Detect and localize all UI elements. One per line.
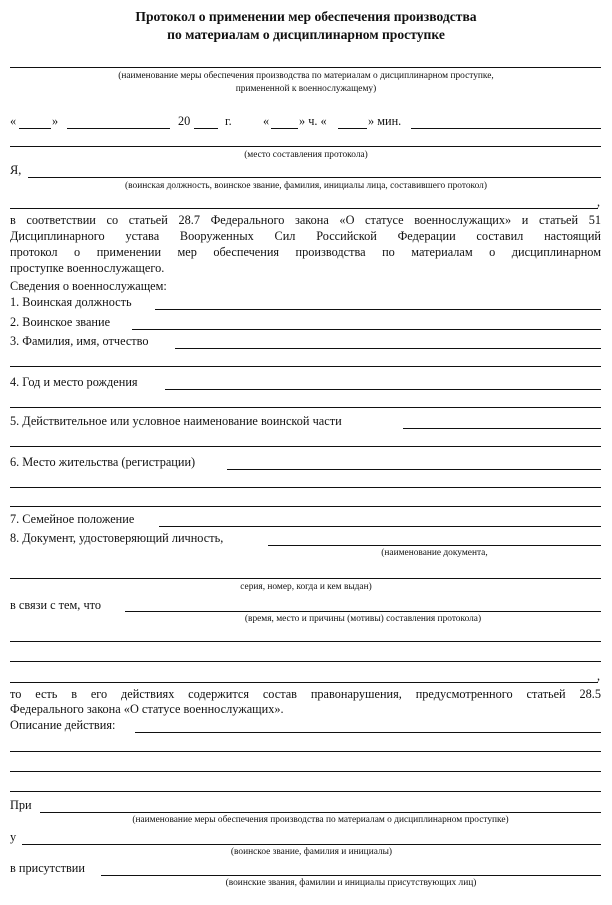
field-rank-label: 2. Воинское звание <box>10 315 111 329</box>
presence-label: в присутствии <box>10 861 85 875</box>
place-line[interactable] <box>10 146 601 147</box>
pri-label: При <box>10 798 32 812</box>
field-unit-label: 5. Действительное или условное наименование воинской части <box>10 414 342 428</box>
field-family-label: 7. Семейное положение <box>10 512 135 526</box>
field-birth-label: 4. Год и место рождения <box>10 375 138 389</box>
year-field[interactable] <box>194 128 218 129</box>
field-fullname-label: 3. Фамилия, имя, отчество <box>10 334 149 348</box>
description-line-2[interactable] <box>10 751 601 752</box>
description-label: Описание действия: <box>10 718 116 732</box>
day-quote-open: « <box>10 114 17 128</box>
ya-label: Я, <box>10 163 22 177</box>
author-caption: (воинская должность, воинское звание, фамилия, инициалы лица, составившего протокол) <box>125 181 487 191</box>
measure-caption-1: (наименование меры обеспечения производства по материалам о дисциплинарном проступке, <box>118 71 494 81</box>
year-prefix: 20 <box>178 114 191 128</box>
reason-input[interactable] <box>125 611 601 612</box>
author-field[interactable] <box>28 177 601 178</box>
description-input[interactable] <box>135 732 601 733</box>
field-residence-line-3[interactable] <box>10 506 601 507</box>
place-caption: (место составления протокола) <box>244 150 368 160</box>
measure-name-line[interactable] <box>10 67 601 68</box>
reason-line-3[interactable] <box>10 661 601 662</box>
document-subtitle: по материалам о дисциплинарном проступке <box>167 27 445 42</box>
field-fullname-line-2[interactable] <box>10 366 601 367</box>
author-line-2[interactable] <box>10 208 598 209</box>
reason-line-4[interactable] <box>10 682 598 683</box>
pri-caption: (наименование меры обеспечения производства по материалам о дисциплинарном проступке) <box>132 815 509 825</box>
field-fullname-input[interactable] <box>175 348 601 349</box>
reason-line-2[interactable] <box>10 641 601 642</box>
field-position-label: 1. Воинская должность <box>10 295 132 309</box>
u-label: у <box>10 830 17 844</box>
field-position-input[interactable] <box>155 309 601 310</box>
document-title: Протокол о применении мер обеспечения производства <box>135 9 477 24</box>
info-header: Сведения о военнослужащем: <box>10 279 167 293</box>
field-document-input[interactable] <box>268 545 601 546</box>
field-unit-line-2[interactable] <box>10 446 601 447</box>
day-field[interactable] <box>19 128 51 129</box>
year-suffix: г. <box>225 114 232 128</box>
u-caption: (воинское звание, фамилия и инициалы) <box>230 847 393 857</box>
u-input[interactable] <box>22 844 601 845</box>
minutes-field[interactable] <box>338 128 367 129</box>
hours-label: » ч. « <box>299 114 327 128</box>
offense-line-1: то есть в его действиях содержится состав правонарушения, предусмотренного статьей 28.5 <box>10 687 601 701</box>
field-rank-input[interactable] <box>132 329 601 330</box>
field-birth-line-2[interactable] <box>10 407 601 408</box>
month-field[interactable] <box>67 128 170 129</box>
field-family-input[interactable] <box>159 526 601 527</box>
field-birth-input[interactable] <box>165 389 601 390</box>
presence-input[interactable] <box>101 875 601 876</box>
place-field[interactable] <box>411 128 601 129</box>
minutes-label: » мин. <box>368 114 402 128</box>
offense-line-2: Федерального закона «О статусе военнослужащих». <box>10 702 284 716</box>
author-comma: , <box>597 195 601 209</box>
field-document-label: 8. Документ, удостоверяющий личность, <box>10 531 224 545</box>
intro-line-1: в соответствии со статьей 28.7 Федерального закона «О статусе военнослужащих» и статьей 51 <box>10 213 601 227</box>
field-unit-input[interactable] <box>403 428 601 429</box>
reason-caption: (время, место и причины (мотивы) составления протокола) <box>244 614 482 624</box>
field-residence-line-2[interactable] <box>10 487 601 488</box>
hours-field[interactable] <box>271 128 298 129</box>
field-residence-input[interactable] <box>227 469 601 470</box>
reason-label: в связи с тем, что <box>10 598 101 612</box>
intro-line-3: протокол о применении мер обеспечения производства по материалам о дисциплинарном <box>10 245 601 259</box>
hours-quote-open: « <box>263 114 270 128</box>
presence-caption: (воинские звания, фамилии и инициалы присутствующих лиц) <box>225 878 477 888</box>
day-quote-close: » <box>52 114 59 128</box>
field-document-line-2[interactable] <box>10 578 601 579</box>
measure-caption-2: примененной к военнослужащему) <box>235 84 377 94</box>
reason-comma: , <box>597 669 601 683</box>
document-caption-2: серия, номер, когда и кем выдан) <box>240 582 372 592</box>
field-residence-label: 6. Место жительства (регистрации) <box>10 455 196 469</box>
description-line-3[interactable] <box>10 771 601 772</box>
intro-line-2: Дисциплинарного устава Вооруженных Сил Российской Федерации составил настоящий <box>10 229 601 243</box>
intro-line-4: проступке военнослужащего. <box>10 261 165 275</box>
description-line-4[interactable] <box>10 791 601 792</box>
document-caption-1: (наименование документа, <box>381 548 488 558</box>
pri-input[interactable] <box>40 812 601 813</box>
